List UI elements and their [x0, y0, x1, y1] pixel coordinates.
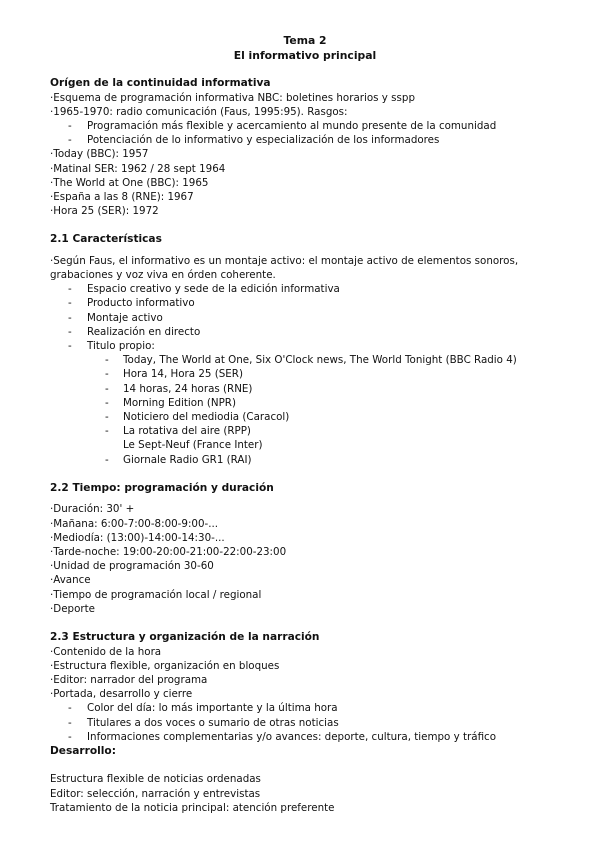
list-item: - Realización en directo	[50, 325, 560, 339]
text-line: ·Tarde-noche: 19:00-20:00-21:00-22:00-23:00	[50, 545, 287, 558]
text-line: ·Esquema de programación informativa NBC: boletines horarios y sspp	[50, 91, 415, 104]
text-line: Editor: selección, narración y entrevistas	[50, 787, 261, 800]
list-item: - Potenciación de lo informativo y especialización de los informadores	[50, 133, 560, 147]
sub-list-item: - 14 horas, 24 horas (RNE)	[50, 382, 560, 396]
sub-list-item: - Morning Edition (NPR)	[50, 396, 560, 410]
text-line: ·1965-1970: radio comunicación (Faus, 1995:95). Rasgos:	[50, 105, 348, 118]
section-heading-estructura: 2.3 Estructura y organización de la narración	[50, 631, 320, 643]
document-title	[50, 34, 560, 63]
list-item: - Programación más flexible y acercamiento al mundo presente de la comunidad	[50, 119, 560, 133]
text-line: ·Hora 25 (SER): 1972	[50, 205, 159, 218]
list-item: - Montaje activo	[50, 311, 560, 325]
sub-heading-desarrollo: Desarrollo:	[50, 744, 116, 757]
list-item: - Producto informativo	[50, 296, 560, 310]
sub-list-continuation: Le Sept-Neuf (France Inter)	[123, 439, 263, 452]
section-heading-tiempo: 2.2 Tiempo: programación y duración	[50, 481, 274, 494]
paragraph-intro: ·Según Faus, el informativo es un montaje activo: el montaje activo de elementos sonoros, grabaciones y voz viva en órden coherente.	[50, 254, 519, 282]
text-line: ·Mañana: 6:00-7:00-8:00-9:00-...	[50, 517, 219, 530]
title-topic: Tema 2	[283, 34, 327, 47]
text-line: ·Matinal SER: 1962 / 28 sept 1964	[50, 162, 226, 175]
text-line: Tratamiento de la noticia principal: atención preferente	[50, 801, 335, 814]
text-line: ·Tiempo de programación local / regional	[50, 588, 262, 601]
text-line: ·Avance	[50, 574, 91, 587]
sub-list-item: - Noticiero del mediodia (Caracol)	[50, 410, 560, 424]
text-line: ·Portada, desarrollo y cierre	[50, 688, 193, 701]
section-heading-caracteristicas: 2.1 Características	[50, 233, 162, 246]
section-heading-origen: Orígen de la continuidad informativa	[50, 77, 271, 89]
sub-list-item: - Giornale Radio GR1 (RAI)	[50, 453, 560, 467]
text-line: ·The World at One (BBC): 1965	[50, 176, 209, 189]
sub-list-item: - Today, The World at One, Six O'Clock news, The World Tonight (BBC Radio 4)	[50, 353, 560, 367]
title-subject: El informativo principal	[233, 48, 377, 62]
text-line: ·España a las 8 (RNE): 1967	[50, 190, 194, 203]
list-item: - Informaciones complementarias y/o avances: deporte, cultura, tiempo y tráfico	[50, 730, 560, 744]
list-item: - Titulo propio:	[50, 339, 560, 353]
text-line: ·Estructura flexible, organización en bloques	[50, 659, 280, 672]
list-item: - Titulares a dos voces o sumario de otras noticias	[50, 716, 560, 730]
list-item: - Color del día: lo más importante y la última hora	[50, 701, 560, 715]
text-line: ·Deporte	[50, 602, 95, 615]
text-line: ·Unidad de programación 30-60	[50, 560, 214, 573]
list-item: - Espacio creativo y sede de la edición informativa	[50, 282, 560, 296]
text-line: ·Mediodía: (13:00)-14:00-14:30-...	[50, 531, 225, 544]
text-line: ·Editor: narrador del programa	[50, 673, 208, 686]
text-line: Estructura flexible de noticias ordenadas	[50, 773, 261, 786]
text-line: ·Today (BBC): 1957	[50, 148, 149, 161]
sub-list-item: - Hora 14, Hora 25 (SER)	[50, 367, 560, 381]
text-line: ·Duración: 30' +	[50, 503, 135, 516]
sub-list-item: - La rotativa del aire (RPP)	[50, 424, 560, 438]
text-line: ·Contenido de la hora	[50, 645, 162, 658]
